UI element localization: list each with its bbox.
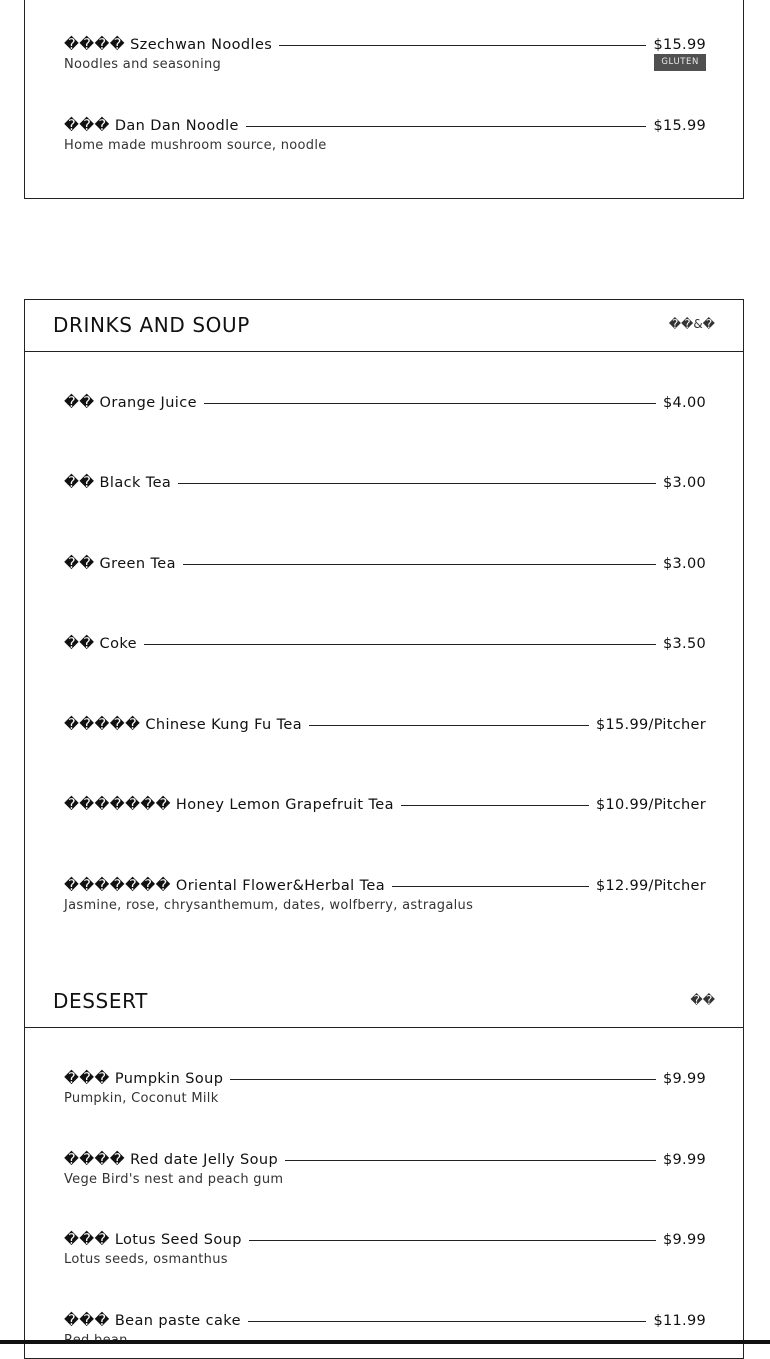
menu-item-oriental-herbal-tea[interactable] [64,875,706,921]
item-price: $3.00 [662,556,706,572]
dessert-section-header [25,976,743,1028]
leader-line [248,1321,647,1322]
item-price: $3.50 [662,636,706,652]
item-name: ���� Szechwan Noodles [64,37,273,53]
menu-item-pumpkin-soup[interactable] [64,1068,706,1114]
menu-item-green-tea[interactable] [64,553,706,599]
bottom-edge-bar [0,1340,770,1344]
leader-line [309,725,589,726]
item-price: $15.99 [653,37,706,53]
leader-line [392,886,589,887]
item-name: ����� Chinese Kung Fu Tea [64,717,303,733]
item-name: ��� Pumpkin Soup [64,1071,224,1087]
item-name: ��� Bean paste cake [64,1313,241,1329]
leader-line [246,126,647,127]
gluten-badge: GLUTEN [654,54,706,71]
menu-item-szechwan-noodles[interactable] [64,34,706,80]
leader-line [204,403,656,404]
item-description: Pumpkin, Coconut Milk [64,1091,219,1106]
section-chinese-title: �� [690,993,715,1007]
menu-item-orange-juice[interactable] [64,392,706,438]
leader-line [279,45,646,46]
menu-item-coke[interactable] [64,633,706,679]
leader-line [249,1240,656,1241]
item-name: �� Black Tea [64,475,172,491]
leader-line [144,644,656,645]
drinks-and-dessert-section [24,299,744,1359]
item-description: Lotus seeds, osmanthus [64,1252,228,1267]
menu-item-kung-fu-tea[interactable] [64,714,706,760]
item-price: $9.99 [662,1152,706,1168]
leader-line [230,1079,656,1080]
item-name: �� Coke [64,636,137,652]
leader-line [285,1160,656,1161]
item-price: $4.00 [662,395,706,411]
item-price: $15.99/Pitcher [595,717,706,733]
leader-line [178,483,656,484]
item-price: $9.99 [662,1071,706,1087]
item-price: $15.99 [653,118,706,134]
item-name: �� Orange Juice [64,395,197,411]
menu-item-black-tea[interactable] [64,472,706,518]
item-price: $3.00 [662,475,706,491]
menu-item-lotus-seed-soup[interactable] [64,1229,706,1275]
item-description: Noodles and seasoning [64,57,222,72]
menu-item-honey-lemon-grapefruit-tea[interactable] [64,794,706,840]
item-name: ��� Lotus Seed Soup [64,1232,242,1248]
drinks-section-header [25,300,743,352]
leader-line [401,805,589,806]
noodles-section [24,0,744,199]
menu-item-bean-paste-cake[interactable] [64,1310,706,1356]
item-description: Home made mushroom source, noodle [64,138,327,153]
item-name: ��� Dan Dan Noodle [64,118,239,134]
item-name: ���� Red date Jelly Soup [64,1152,279,1168]
section-chinese-title: ��&� [668,317,715,331]
item-price: $9.99 [662,1232,706,1248]
item-price: $11.99 [653,1313,706,1329]
item-description: Jasmine, rose, chrysanthemum, dates, wolfberry, astragalus [64,898,474,913]
item-price: $10.99/Pitcher [595,797,706,813]
menu-item-red-date-jelly-soup[interactable] [64,1149,706,1195]
section-title: DRINKS AND SOUP [53,313,250,337]
item-name: �� Green Tea [64,556,176,572]
item-name: ������� Oriental Flower&Herbal Tea [64,878,386,894]
menu-item-dan-dan-noodle[interactable] [64,115,706,161]
item-price: $12.99/Pitcher [595,878,706,894]
section-title: DESSERT [53,989,148,1013]
item-description: Vege Bird's nest and peach gum [64,1172,284,1187]
item-name: ������� Honey Lemon Grapefruit Tea [64,797,394,813]
leader-line [183,564,656,565]
